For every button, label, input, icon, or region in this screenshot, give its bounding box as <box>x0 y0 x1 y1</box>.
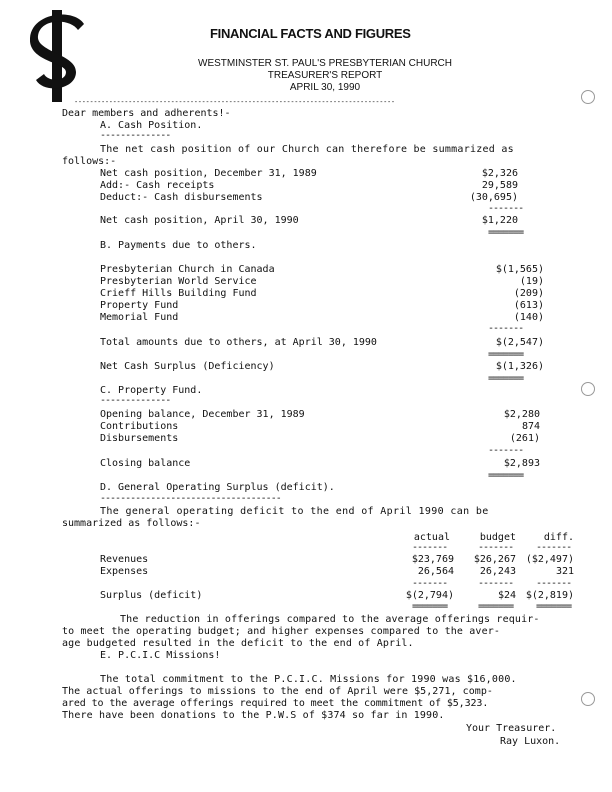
payment-row-value: $(1,565) <box>495 264 544 275</box>
budget-row-diff: 321 <box>555 566 574 577</box>
double-rule: ======= <box>488 373 524 384</box>
budget-row-budget: $26,267 <box>473 554 516 565</box>
payment-row-label: Presbyterian Church in Canada <box>100 264 275 275</box>
net-surplus-label: Net Cash Surplus (Deficiency) <box>100 361 275 372</box>
section-d-intro-2: summarized as follows:- <box>62 518 201 529</box>
property-row-label: Opening balance, December 31, 1989 <box>100 409 305 420</box>
payment-row-value: (209) <box>513 288 544 299</box>
punch-hole-top <box>581 90 595 104</box>
cash-row-value: (30,695) <box>469 192 518 203</box>
double-rule: ======= <box>536 601 572 612</box>
budget-row-diff: ($2,497) <box>525 554 574 565</box>
budget-row-actual: $23,769 <box>411 554 454 565</box>
greeting: Dear members and adherents!- <box>62 108 231 119</box>
payment-row-label: Property Fund <box>100 300 179 311</box>
budget-row-label: Revenues <box>100 554 149 565</box>
column-header-diff: diff. <box>543 532 574 543</box>
section-c-heading: C. Property Fund. <box>100 385 203 396</box>
double-rule: ======= <box>412 601 448 612</box>
cash-row-value: $2,326 <box>481 168 518 179</box>
property-row-value: 874 <box>521 421 540 432</box>
section-d-note: to meet the operating budget; and higher expenses compared to the aver- <box>62 626 501 637</box>
section-a-intro-1: The net cash position of our Church can therefore be summarized as <box>100 144 514 155</box>
net-surplus-value: $(1,326) <box>495 361 544 372</box>
payment-row-label: Presbyterian World Service <box>100 276 257 287</box>
section-e-body: There have been donations to the P.W.S of $374 so far in 1990. <box>62 710 445 721</box>
budget-total-diff: $(2,819) <box>525 590 574 601</box>
section-d-note: age budgeted resulted in the deficit to the end of April. <box>62 638 414 649</box>
column-rule: ------- <box>478 578 514 589</box>
property-total-value: $2,893 <box>503 458 540 469</box>
payment-total-label: Total amounts due to others, at April 30, 1990 <box>100 337 377 348</box>
property-total-label: Closing balance <box>100 458 191 469</box>
payment-row-label: Crieff Hills Building Fund <box>100 288 257 299</box>
section-a-intro-2: follows:- <box>62 156 117 167</box>
budget-row-label: Expenses <box>100 566 149 577</box>
section-d-underline: ------------------------------------ <box>100 493 281 504</box>
column-header-budget: budget <box>479 532 516 543</box>
budget-total-actual: $(2,794) <box>405 590 454 601</box>
report-name: TREASURER'S REPORT <box>267 70 383 81</box>
budget-total-label: Surplus (deficit) <box>100 590 203 601</box>
budget-row-actual: 26,564 <box>417 566 454 577</box>
cash-total-value: $1,220 <box>481 215 518 226</box>
page-title: FINANCIAL FACTS AND FIGURES <box>210 26 411 41</box>
section-e-body: ared to the average offerings required to meet the commitment of $5,323. <box>62 698 489 709</box>
payment-row-value: (19) <box>519 276 544 287</box>
column-rule: ------- <box>536 578 572 589</box>
punch-hole-bottom <box>581 692 595 706</box>
header-divider: ----------------------------------------------------------------------------------- <box>74 98 395 106</box>
section-d-intro-1: The general operating deficit to the end of April 1990 can be <box>100 506 489 517</box>
section-a-heading: A. Cash Position. <box>100 120 203 131</box>
column-rule: ------- <box>412 542 448 553</box>
budget-total-budget: $24 <box>497 590 516 601</box>
column-rule: ------- <box>412 578 448 589</box>
section-b-heading: B. Payments due to others. <box>100 240 257 251</box>
single-rule: ------- <box>488 323 524 334</box>
section-e-heading: E. P.C.I.C Missions! <box>100 650 221 661</box>
cash-row-label: Deduct:- Cash disbursements <box>100 192 263 203</box>
cash-row-label: Add:- Cash receipts <box>100 180 215 191</box>
section-e-body: The total commitment to the P.C.I.C. Missions for 1990 was $16,000. <box>100 674 517 685</box>
signature-title: Your Treasurer. <box>466 723 557 734</box>
cash-total-label: Net cash position, April 30, 1990 <box>100 215 299 226</box>
double-rule: ======= <box>478 601 514 612</box>
payment-row-value: (613) <box>513 300 544 311</box>
property-row-value: $2,280 <box>503 409 540 420</box>
single-rule: ------- <box>488 203 524 214</box>
column-rule: ------- <box>536 542 572 553</box>
section-a-underline: -------------- <box>100 130 171 141</box>
double-rule: ======= <box>488 349 524 360</box>
payment-row-value: (140) <box>513 312 544 323</box>
payment-row-label: Memorial Fund <box>100 312 179 323</box>
cash-row-label: Net cash position, December 31, 1989 <box>100 168 317 179</box>
property-row-label: Contributions <box>100 421 179 432</box>
cash-row-value: 29,589 <box>481 180 518 191</box>
section-e-body: The actual offerings to missions to the end of April were $5,271, comp- <box>62 686 494 697</box>
property-row-value: (261) <box>509 433 540 444</box>
section-c-underline: -------------- <box>100 395 171 406</box>
budget-row-budget: 26,243 <box>479 566 516 577</box>
double-rule: ======= <box>488 470 524 481</box>
signature-name: Ray Luxon. <box>500 736 561 747</box>
punch-hole-middle <box>581 382 595 396</box>
section-d-note: The reduction in offerings compared to the average offerings requir- <box>120 614 540 625</box>
double-rule: ======= <box>488 227 524 238</box>
church-name: WESTMINSTER ST. PAUL'S PRESBYTERIAN CHURCH <box>198 58 452 69</box>
report-date: APRIL 30, 1990 <box>289 82 361 93</box>
column-rule: ------- <box>478 542 514 553</box>
property-row-label: Disbursements <box>100 433 179 444</box>
payment-total-value: $(2,547) <box>495 337 544 348</box>
dollar-sign-logo <box>30 10 86 102</box>
single-rule: ------- <box>488 445 524 456</box>
column-header-actual: actual <box>413 532 450 543</box>
section-d-heading: D. General Operating Surplus (deficit). <box>100 482 335 493</box>
